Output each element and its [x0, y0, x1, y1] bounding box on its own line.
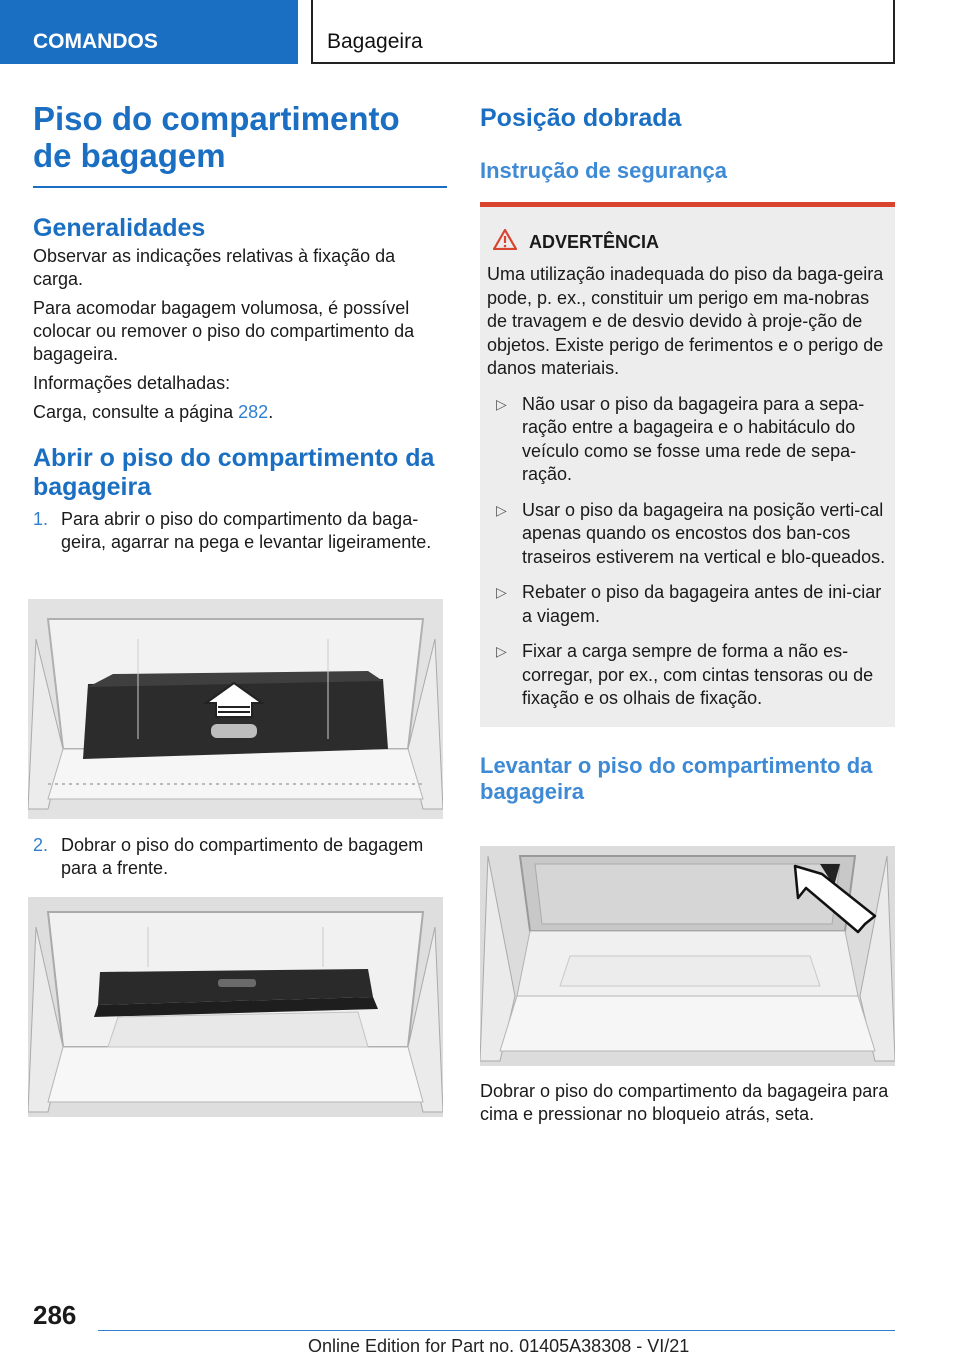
safety-heading: Instrução de segurança	[480, 158, 727, 183]
step-2	[33, 834, 447, 880]
left-column	[33, 100, 447, 554]
step-2-number: 2.	[33, 835, 49, 855]
warning-title-row	[487, 229, 887, 255]
title-divider	[33, 186, 447, 188]
step-1-text: Para abrir o piso do compartimento da baga‐geira, agarrar na pega e levantar ligeiramente.	[61, 509, 432, 552]
step-1	[33, 508, 447, 554]
warning-triangle-icon	[493, 229, 517, 255]
right-column	[480, 100, 895, 805]
general-paragraph-3: Informações detalhadas:	[33, 373, 231, 393]
cargo-ref-suffix: .	[268, 402, 274, 422]
warning-item-3	[487, 581, 887, 628]
page-title: Piso do compartimento de bagagem	[33, 100, 400, 174]
chapter-tab	[311, 0, 895, 64]
folded-heading: Posição dobrada	[480, 104, 682, 132]
general-paragraph-4	[33, 401, 447, 424]
step-1-number: 1.	[33, 509, 49, 529]
warning-text: Uma utilização inadequada do piso da baga‐geira pode, p. ex., constituir um perigo em ma‐nobras de travagem e de desvio devido à proje‐ção de objetos. Existe perigo de ferimentos e o perigo de danos materiais.	[487, 264, 884, 378]
warning-title: ADVERTÊNCIA	[529, 231, 660, 252]
section-label: COMANDOS	[33, 30, 158, 53]
edition-text: Online Edition for Part no. 01405A38308 - VI/21	[308, 1336, 690, 1356]
page-link-282[interactable]: 282	[238, 402, 269, 422]
general-paragraph-1: Observar as indicações relativas à fixação da carga.	[33, 246, 396, 289]
bullet-triangle-icon: ▷	[496, 395, 507, 412]
warning-item-4	[487, 640, 887, 711]
section-tab	[0, 0, 298, 64]
figure-raise-floor	[480, 846, 895, 1066]
chapter-label: Bagageira	[327, 30, 423, 53]
bullet-triangle-icon: ▷	[496, 643, 507, 659]
open-heading: Abrir o piso do compartimento da bagageira	[33, 444, 435, 501]
warning-item-3-text: Rebater o piso da bagageira antes de ini‐ciar a viagem.	[522, 582, 882, 626]
warning-item-1	[487, 393, 887, 487]
warning-box	[480, 202, 895, 727]
general-heading: Generalidades	[33, 214, 206, 242]
warning-item-2	[487, 499, 887, 570]
raise-heading: Levantar o piso do compartimento da bagageira	[480, 752, 873, 804]
warning-item-4-text: Fixar a carga sempre de forma a não es‐corregar, por ex., com cintas tensoras ou de fixação e os olhais de fixação.	[522, 641, 874, 708]
footer-divider	[98, 1330, 895, 1331]
step-2-text: Dobrar o piso do compartimento de bagagem para a frente.	[61, 835, 424, 878]
step-2-wrapper	[33, 834, 447, 880]
figure-open-floor	[28, 599, 443, 819]
raise-text: Dobrar o piso do compartimento da bagageira para cima e pressionar no bloqueio atrás, seta.	[480, 1081, 889, 1124]
warning-item-1-text: Não usar o piso da bagageira para a sepa‐ração entre a bagageira e o habitáculo do veículo como se fosse uma rede de sepa‐ração.	[522, 393, 865, 484]
general-paragraph-2: Para acomodar bagagem volumosa, é possível colocar ou remover o piso do compartimento da bagageira.	[33, 298, 415, 364]
raise-text-wrapper	[480, 1080, 895, 1126]
bullet-triangle-icon: ▷	[496, 584, 507, 600]
figure-fold-floor	[28, 897, 443, 1117]
warning-item-2-text: Usar o piso da bagageira na posição verti‐cal apenas quando os encostos dos ban‐cos traseiros estiverem na vertical e blo‐queados.	[522, 499, 886, 567]
cargo-ref-text: Carga, consulte a página	[33, 402, 239, 422]
bullet-triangle-icon: ▷	[496, 501, 507, 518]
page-number: 286	[33, 1300, 77, 1330]
